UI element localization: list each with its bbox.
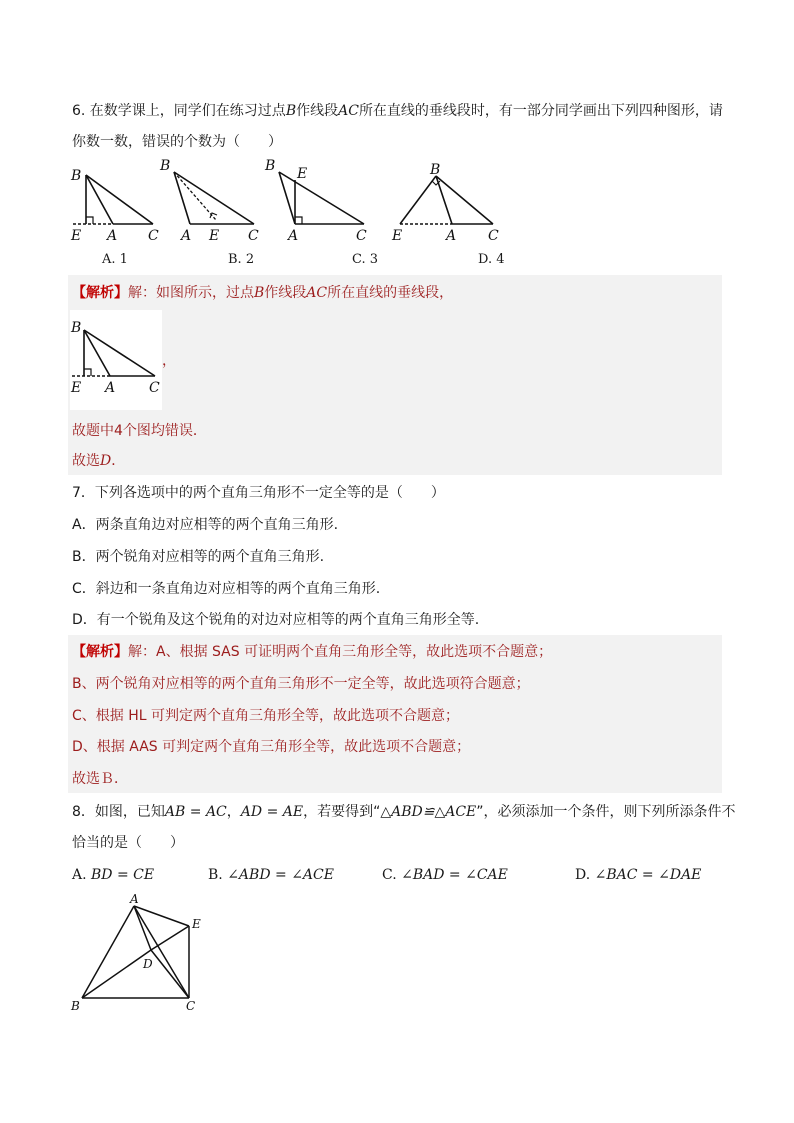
q7-analysis-line1: 【解析】解：A、根据 SAS 可证明两个直角三角形全等，故此选项不合题意；: [72, 644, 553, 660]
fig1-label-c: C: [148, 228, 159, 244]
q7-analysis-line4: D、根据 AAS 可判定两个直角三角形全等，故此选项不合题意；: [72, 739, 471, 755]
q6-analysis-figure: [70, 310, 162, 410]
fig4-label-c: C: [488, 228, 499, 244]
q6-option-d: D. 4: [478, 252, 505, 267]
q7-answer: 故选Ｂ．: [72, 771, 128, 787]
q7-analysis-line3: C、根据 HL 可判定两个直角三角形全等，故此选项不合题意；: [72, 708, 460, 724]
q8-fig-label-c: C: [186, 999, 196, 1013]
q6-analysis-comma: ，: [162, 353, 176, 369]
q6-analysis-block: [68, 275, 722, 475]
fig2-label-e: E: [209, 228, 220, 244]
fig3-label-a: A: [288, 228, 299, 244]
q8-option-a: A. BD = CE: [72, 867, 155, 883]
q8-fig-label-e: E: [192, 917, 201, 931]
q6-analysis-line1: 【解析】解：如图所示，过点B作线段AC所在直线的垂线段，: [72, 285, 454, 301]
q7-analysis-line2: B、两个锐角对应相等的两个直角三角形不一定全等，故此选项符合题意；: [72, 676, 530, 692]
q8-stem-line2: 恰当的是（ ）: [72, 835, 184, 851]
fig3-label-b: B: [265, 158, 276, 174]
q6-option-a: A. 1: [102, 252, 128, 267]
q8-figure: [68, 888, 213, 1020]
q6-figure-2: [157, 152, 267, 250]
q7-option-a: A．两条直角边对应相等的两个直角三角形.: [72, 517, 339, 533]
fig1-label-e: E: [71, 228, 82, 244]
q6-answer: 故选D．: [72, 453, 126, 469]
q8-option-c: C. ∠BAD = ∠CAE: [382, 867, 508, 883]
q6-figure-4: [388, 152, 508, 250]
q6-stem-line1: 6. 在数学课上，同学们在练习过点B作线段AC所在直线的垂线段时，有一部分同学画出下列四种图形，请: [72, 103, 723, 119]
q7-option-d: D．有一个锐角及这个锐角的对边对应相等的两个直角三角形全等.: [72, 612, 480, 628]
analysis-fig-label-b: B: [71, 320, 82, 336]
q8-fig-label-a: A: [130, 892, 139, 906]
q6-figure-1: [68, 158, 171, 250]
fig4-label-a: A: [446, 228, 457, 244]
q7-option-b: B．两个锐角对应相等的两个直角三角形.: [72, 549, 325, 565]
q8-option-b: B. ∠ABD = ∠ACE: [208, 867, 334, 883]
q6-figure-3: [262, 152, 377, 250]
analysis-fig-label-c: C: [149, 380, 160, 396]
analysis-fig-label-e: E: [71, 380, 82, 396]
fig4-label-b: B: [430, 162, 441, 178]
fig2-label-a: A: [181, 228, 192, 244]
q6-option-b: B. 2: [228, 252, 255, 267]
q6-stem-line2: 你数一数，错误的个数为（ ）: [72, 134, 282, 150]
fig2-label-b: B: [160, 158, 171, 174]
q7-option-c: C．斜边和一条直角边对应相等的两个直角三角形.: [72, 581, 381, 597]
q7-stem: 7．下列各选项中的两个直角三角形不一定全等的是（ ）: [72, 485, 445, 501]
fig4-label-e: E: [392, 228, 403, 244]
fig1-label-a: A: [107, 228, 118, 244]
q8-stem-line1: 8．如图，已知AB = AC，AD = AE，若要得到“△ABD≌△ACE”，必须添加一个条件，则下列所添条件不: [72, 804, 736, 820]
q6-conclusion: 故题中4个图均错误．: [72, 423, 207, 439]
q6-option-c: C. 3: [352, 252, 379, 267]
fig3-label-c: C: [356, 228, 367, 244]
fig2-label-c: C: [248, 228, 259, 244]
q8-fig-label-d: D: [143, 957, 153, 971]
fig3-label-e: E: [297, 166, 308, 182]
q8-option-d: D. ∠BAC = ∠DAE: [575, 867, 702, 883]
q8-fig-label-b: B: [71, 999, 80, 1013]
analysis-fig-label-a: A: [105, 380, 116, 396]
fig1-label-b: B: [71, 168, 82, 184]
